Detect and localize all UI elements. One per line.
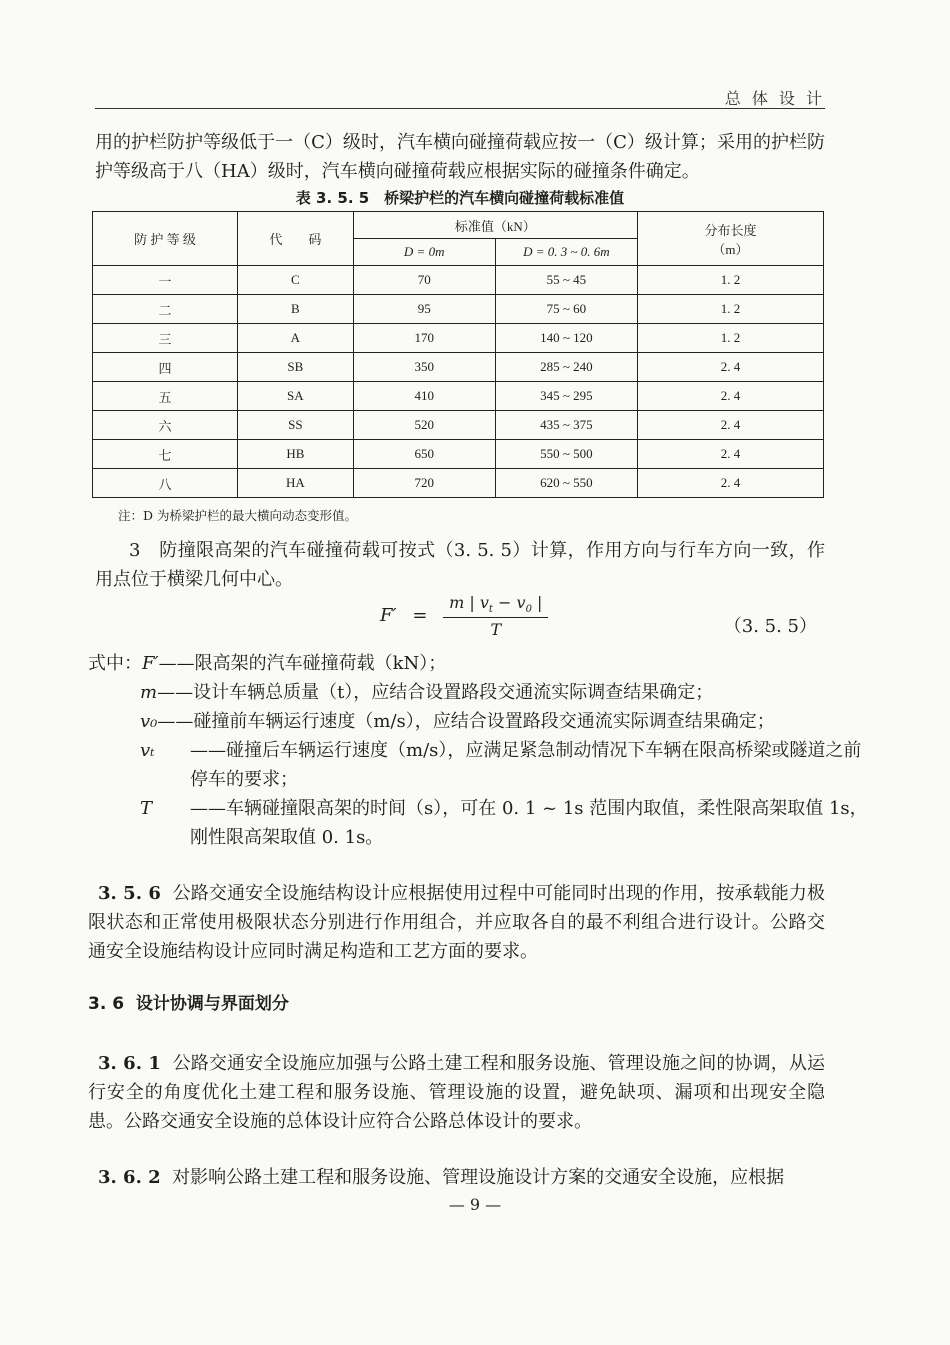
formula-fraction [443, 593, 548, 639]
cell-code: HB [238, 440, 353, 469]
formula-eq: = [412, 605, 428, 627]
table-note: 注：D 为桥梁护栏的最大横向动态变形值。 [118, 508, 357, 523]
cell-dist: 2. 4 [637, 382, 823, 411]
table-caption: 表 3. 5. 5 桥梁护栏的汽车横向碰撞荷载标准值 [295, 189, 625, 207]
cell-level: 七 [93, 440, 238, 469]
page-number: — 9 — [448, 1195, 502, 1214]
cell-d03: 55 ~ 45 [495, 266, 637, 295]
formula-lhs: F′ [380, 605, 397, 627]
intro-paragraph: 用的护栏防护等级低于一（C）级时，汽车横向碰撞荷载应按一（C）级计算；采用的护栏防护等级高于八（HA）级时，汽车横向碰撞荷载应根据实际的碰撞条件确定。 [95, 132, 825, 182]
section-3-6-heading: 3. 6 设计协调与界面划分 [88, 994, 289, 1014]
cell-d0: 410 [353, 382, 495, 411]
header-rule [95, 108, 825, 109]
cell-code: SS [238, 411, 353, 440]
section-3-6-1: 3. 6. 1 公路交通安全设施应加强与公路土建工程和服务设施、管理设施之间的协调，从运行安全的角度优化土建工程和服务设施、管理设施的设置，避免缺项、漏项和出现安全隐患。公路交通安全设施的总体设计应符合公路总体设计的要求。 [88, 1053, 826, 1132]
cell-d03: 435 ~ 375 [495, 411, 637, 440]
cell-d03: 75 ~ 60 [495, 295, 637, 324]
var-m: m——设计车辆总质量（t），应结合设置路段交通流实际调查结果确定； [140, 682, 714, 703]
cell-d03: 285 ~ 240 [495, 353, 637, 382]
cell-d03: 620 ~ 550 [495, 469, 637, 498]
cell-d0: 95 [353, 295, 495, 324]
formula-denominator: T [490, 620, 502, 640]
cell-level: 六 [93, 411, 238, 440]
cell-dist: 1. 2 [637, 295, 823, 324]
item-3-paragraph: 3 防撞限高架的汽车碰撞荷载可按式（3. 5. 5）计算，作用方向与行车方向一致，作用点位于横梁几何中心。 [95, 540, 825, 590]
cell-d03: 345 ~ 295 [495, 382, 637, 411]
running-header: 总 体 设 计 [724, 89, 825, 108]
col-header-d0: D = 0m [353, 239, 495, 266]
cell-level: 五 [93, 382, 238, 411]
cell-code: B [238, 295, 353, 324]
var-v0: v₀——碰撞前车辆运行速度（m/s），应结合设置路段交通流实际调查结果确定； [140, 711, 775, 732]
formula-numerator: m | $v_t - v_0$ | [443, 593, 548, 618]
where-lead: 式中：F′——限高架的汽车碰撞荷载（kN）； [88, 653, 447, 674]
cell-d0: 170 [353, 324, 495, 353]
cell-dist: 1. 2 [637, 324, 823, 353]
cell-dist: 2. 4 [637, 411, 823, 440]
section-3-5-6: 3. 5. 6 公路交通安全设施结构设计应根据使用过程中可能同时出现的作用，按承载能力极限状态和正常使用极限状态分别进行作用组合，并应取各自的最不利组合进行设计。公路交通安全设施结构设计应同时满足构造和工艺方面的要求。 [88, 883, 826, 962]
cell-code: HA [238, 469, 353, 498]
table-row [93, 353, 824, 382]
section-3-6-2: 3. 6. 2 对影响公路土建工程和服务设施、管理设施设计方案的交通安全设施，应根据 [98, 1167, 785, 1188]
cell-dist: 2. 4 [637, 469, 823, 498]
cell-d0: 720 [353, 469, 495, 498]
var-vt: vₜ ——碰撞后车辆运行速度（m/s），应满足紧急制动情况下车辆在限高桥梁或隧道之前停车的要求； [140, 740, 862, 790]
cell-dist: 1. 2 [637, 266, 823, 295]
table-row [93, 469, 824, 498]
table-row [93, 440, 824, 469]
col-header-d03: D = 0. 3 ~ 0. 6m [495, 239, 637, 266]
formula-3-5-5 [380, 593, 548, 639]
cell-level: 三 [93, 324, 238, 353]
cell-level: 八 [93, 469, 238, 498]
cell-code: SB [238, 353, 353, 382]
cell-code: A [238, 324, 353, 353]
collision-load-table [92, 211, 824, 498]
cell-code: SA [238, 382, 353, 411]
equation-number: （3. 5. 5） [723, 616, 817, 637]
col-header-std: 标准值（kN） [353, 212, 637, 239]
table-row [93, 266, 824, 295]
table-row [93, 324, 824, 353]
table-row [93, 295, 824, 324]
cell-d0: 520 [353, 411, 495, 440]
cell-d0: 650 [353, 440, 495, 469]
var-T: T ——车辆碰撞限高架的时间（s），可在 0. 1 ~ 1s 范围内取值，柔性限高架取值 1s，刚性限高架取值 0. 1s。 [140, 798, 868, 848]
table-row [93, 411, 824, 440]
cell-d03: 140 ~ 120 [495, 324, 637, 353]
dist-label: 分布长度 [704, 222, 757, 238]
cell-d0: 70 [353, 266, 495, 295]
cell-level: 四 [93, 353, 238, 382]
col-header-code: 代 码 [238, 212, 353, 266]
cell-d0: 350 [353, 353, 495, 382]
dist-unit: （m） [712, 241, 749, 257]
col-header-level: 防 护 等 级 [93, 212, 238, 266]
cell-code: C [238, 266, 353, 295]
col-header-dist [637, 212, 823, 266]
cell-dist: 2. 4 [637, 440, 823, 469]
cell-d03: 550 ~ 500 [495, 440, 637, 469]
table-row [93, 382, 824, 411]
cell-level: 二 [93, 295, 238, 324]
cell-level: 一 [93, 266, 238, 295]
cell-dist: 2. 4 [637, 353, 823, 382]
